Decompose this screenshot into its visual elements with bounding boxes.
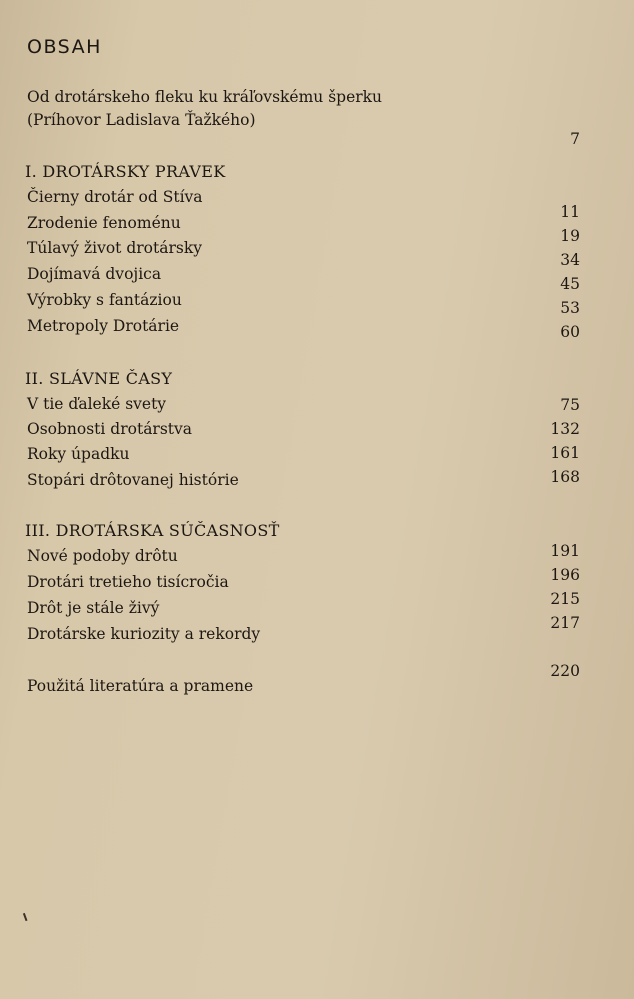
toc-entry-page: 45 xyxy=(560,275,580,293)
toc-entry-page: 53 xyxy=(560,299,580,317)
toc-entry-page: 161 xyxy=(550,444,580,462)
toc-entry-title: Túlavý život drotársky xyxy=(27,239,202,257)
toc-entry-page: 11 xyxy=(560,203,580,221)
toc-entry-page: 60 xyxy=(560,323,580,341)
toc-entry-page: 168 xyxy=(550,468,580,486)
toc-entry-title: Drotári tretieho tisícročia xyxy=(27,573,229,591)
toc-entry-page: 217 xyxy=(550,614,580,632)
bibliography-title: Použitá literatúra a pramene xyxy=(27,677,254,695)
toc-entry-page: 19 xyxy=(560,227,580,245)
intro-page-number: 7 xyxy=(570,130,580,148)
toc-entry-page: 196 xyxy=(550,566,580,584)
toc-entry-title: Roky úpadku xyxy=(27,445,130,463)
intro-title-line2: (Príhovor Ladislava Ťažkého) xyxy=(27,111,256,129)
pen-mark-icon xyxy=(23,911,33,921)
toc-entry-page: 75 xyxy=(560,396,580,414)
toc-entry-title: Drôt je stále živý xyxy=(27,599,160,617)
toc-entry-title: Zrodenie fenoménu xyxy=(27,214,181,232)
toc-entry-page: 132 xyxy=(550,420,580,438)
toc-entry-title: Osobnosti drotárstva xyxy=(27,420,193,438)
toc-entry-title: Výrobky s fantáziou xyxy=(27,291,182,309)
toc-entry-title: Čierny drotár od Stíva xyxy=(27,188,203,206)
toc-entry-title: Metropoly Drotárie xyxy=(27,317,180,335)
toc-entry-page: 34 xyxy=(560,251,580,269)
intro-title-line1: Od drotárskeho fleku ku kráľovskému šperku xyxy=(27,88,383,106)
toc-entry-page: 191 xyxy=(550,542,580,560)
toc-entry-title: Drotárske kuriozity a rekordy xyxy=(27,625,261,643)
section-heading-3: III. DROTÁRSKA SÚČASNOSŤ xyxy=(25,521,280,540)
page-title: OBSAH xyxy=(27,36,102,58)
toc-entry-title: Dojímavá dvojica xyxy=(27,265,162,283)
toc-entry-title: Nové podoby drôtu xyxy=(27,547,178,565)
section-heading-2: II. SLÁVNE ČASY xyxy=(25,369,173,388)
section-heading-1: I. DROTÁRSKY PRAVEK xyxy=(25,162,226,181)
toc-entry-page: 215 xyxy=(550,590,580,608)
toc-entry-title: V tie ďaleké svety xyxy=(27,395,167,413)
toc-entry-title: Stopári drôtovanej histórie xyxy=(27,471,239,489)
bibliography-page: 220 xyxy=(550,662,580,680)
